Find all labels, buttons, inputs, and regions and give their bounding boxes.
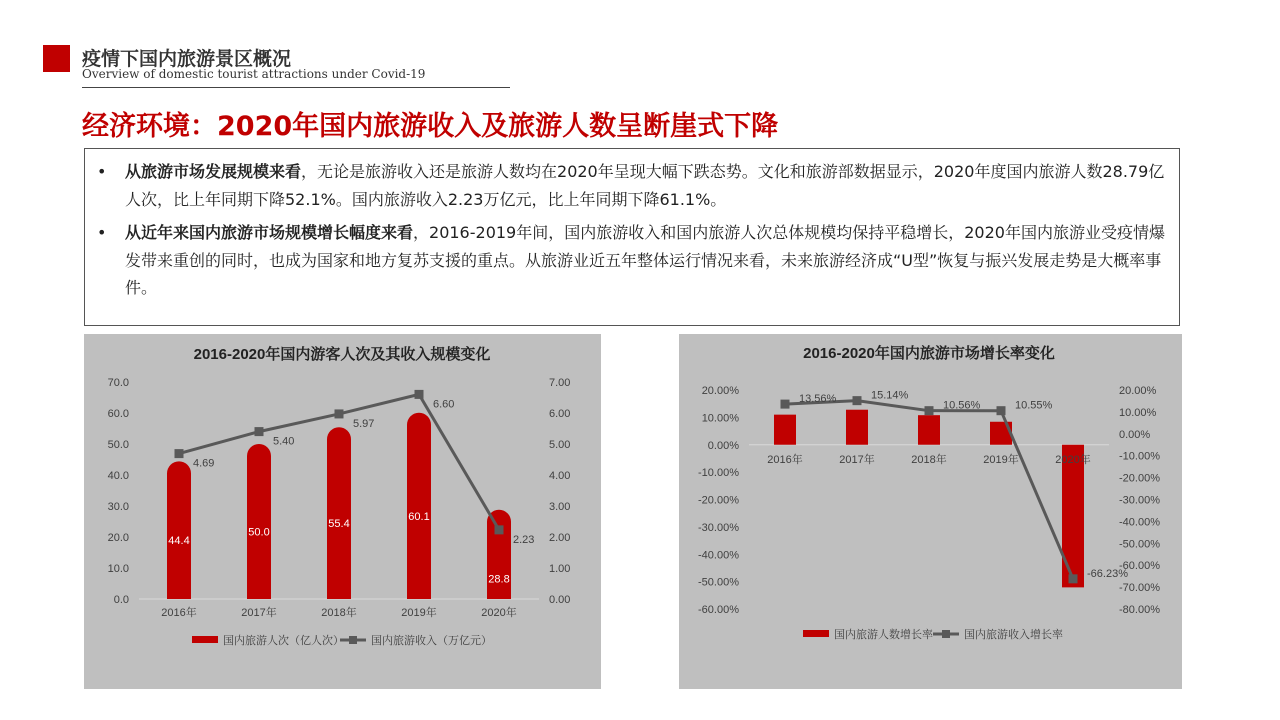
header-divider <box>82 87 510 88</box>
page-title: 疫情下国内旅游景区概况 <box>82 48 292 70</box>
bullet-dot-icon: • <box>97 223 107 242</box>
bar-data-label: 28.8 <box>488 573 510 586</box>
bar-2017年 <box>846 410 868 445</box>
bar-data-label: 44.4 <box>168 535 190 548</box>
bullet-text: ，2016-2019年间，国内旅游收入和国内旅游人次总体规模均保持平稳增长，2020年国内旅游业受疫情爆发带来重创的同时，也成为国家和地方复苏支援的重点。从旅游业近五年整体运行情况来看，未来旅游经济成“U型”恢复与振兴发展走势是大概率事件。 <box>125 223 1165 297</box>
bullet-item <box>97 158 1169 213</box>
y-left-tick-label: -40.00% <box>698 549 739 562</box>
line-data-label: -66.23% <box>1087 567 1128 580</box>
y-right-tick-label: 5.00 <box>549 439 571 451</box>
y-right-tick-label: 1.00 <box>549 563 571 575</box>
y-left-tick-label: -20.00% <box>698 494 739 507</box>
chart-panel-visitors-revenue <box>84 334 601 689</box>
line-marker <box>255 427 264 436</box>
x-tick-label: 2018年 <box>321 607 357 619</box>
line-marker <box>997 406 1006 415</box>
line-data-label: 5.40 <box>273 435 295 448</box>
y-right-tick-label: 4.00 <box>549 470 571 482</box>
line-data-label: 10.55% <box>1015 399 1053 412</box>
x-tick-label: 2019年 <box>983 454 1019 466</box>
bullet-lead: 从旅游市场发展规模来看 <box>125 162 302 181</box>
y-left-tick-label: 0.0 <box>113 594 129 606</box>
legend-swatch-marker <box>942 630 950 638</box>
line-marker <box>415 390 424 399</box>
legend-swatch-bar <box>192 636 218 643</box>
bar-2020年 <box>487 510 511 599</box>
header-accent-square <box>43 45 70 72</box>
line-marker <box>175 449 184 458</box>
chart-title: 2016-2020年国内旅游市场增长率变化 <box>803 345 1055 362</box>
bar-data-label: 55.4 <box>328 518 350 531</box>
chart-visitors-revenue <box>84 334 601 689</box>
y-left-tick-label: 70.0 <box>107 377 129 389</box>
bar-2019年 <box>407 413 431 599</box>
line-marker <box>1069 574 1078 583</box>
y-right-tick-label: 0.00% <box>1119 428 1151 441</box>
y-right-tick-label: -40.00% <box>1119 516 1160 529</box>
y-left-tick-label: 10.00% <box>701 412 739 425</box>
y-right-tick-label: 2.00 <box>549 532 571 544</box>
x-tick-label: 2017年 <box>241 607 277 619</box>
x-tick-label: 2018年 <box>911 454 947 466</box>
y-right-tick-label: 10.00% <box>1119 406 1157 419</box>
legend-label-bar: 国内旅游人次（亿人次） <box>223 635 344 647</box>
bullet-text: ，无论是旅游收入还是旅游人数均在2020年呈现大幅下跌态势。文化和旅游部数据显示，2020年度国内旅游人数28.79亿人次，比上年同期下降52.1%。国内旅游收入2.23万亿元，比上年同期下降61.1%。 <box>125 162 1165 209</box>
x-tick-label: 2020年 <box>1055 454 1091 466</box>
y-right-tick-label: 3.00 <box>549 501 571 513</box>
bullet-lead: 从近年来国内旅游市场规模增长幅度来看 <box>125 223 414 242</box>
y-right-tick-label: 7.00 <box>549 377 571 389</box>
y-left-tick-label: -60.00% <box>698 604 739 616</box>
legend-label-bar: 国内旅游人数增长率 <box>834 629 933 641</box>
y-left-tick-label: -50.00% <box>698 576 739 589</box>
y-left-tick-label: 0.00% <box>707 439 739 452</box>
x-tick-label: 2017年 <box>839 454 875 466</box>
x-tick-label: 2016年 <box>767 454 803 466</box>
line-data-label: 5.97 <box>353 417 375 430</box>
y-right-tick-label: -30.00% <box>1119 494 1160 507</box>
headline: 经济环境：2020年国内旅游收入及旅游人数呈断崖式下降 <box>82 111 779 142</box>
y-right-tick-label: -80.00% <box>1119 604 1160 616</box>
y-left-tick-label: 40.0 <box>107 470 129 482</box>
line-data-label: 15.14% <box>871 389 909 402</box>
summary-textbox <box>84 148 1180 326</box>
bullet-dot-icon: • <box>97 162 107 181</box>
line-marker <box>335 409 344 418</box>
y-right-tick-label: 20.00% <box>1119 385 1157 397</box>
line-marker <box>853 396 862 405</box>
x-tick-label: 2020年 <box>481 607 517 619</box>
bar-2016年 <box>167 461 191 599</box>
line-data-label: 6.60 <box>433 398 455 411</box>
line-data-label: 10.56% <box>943 399 981 412</box>
y-left-tick-label: 10.0 <box>107 563 129 575</box>
line-data-label: 13.56% <box>799 393 837 406</box>
y-left-tick-label: 20.00% <box>701 385 739 397</box>
y-left-tick-label: -10.00% <box>698 467 739 480</box>
y-right-tick-label: -60.00% <box>1119 560 1160 573</box>
legend-swatch-bar <box>803 630 829 637</box>
bar-data-label: 60.1 <box>408 510 430 523</box>
bar-2016年 <box>774 415 796 445</box>
y-left-tick-label: 50.0 <box>107 439 129 451</box>
bullet-item <box>97 219 1169 302</box>
bar-2020年 <box>1062 445 1084 588</box>
legend-swatch-marker <box>349 636 357 644</box>
y-right-tick-label: -10.00% <box>1119 450 1160 463</box>
line-marker <box>781 400 790 409</box>
legend-label-line: 国内旅游收入增长率 <box>964 629 1063 641</box>
y-right-tick-label: -50.00% <box>1119 538 1160 551</box>
x-tick-label: 2019年 <box>401 607 437 619</box>
y-right-tick-label: -20.00% <box>1119 472 1160 485</box>
y-right-tick-label: -70.00% <box>1119 582 1160 595</box>
line-data-label: 4.69 <box>193 457 215 470</box>
y-left-tick-label: -30.00% <box>698 521 739 534</box>
y-left-tick-label: 20.0 <box>107 532 129 544</box>
y-left-tick-label: 30.0 <box>107 501 129 513</box>
bar-2018年 <box>918 415 940 445</box>
bar-data-label: 50.0 <box>248 526 270 539</box>
x-tick-label: 2016年 <box>161 607 197 619</box>
bar-2017年 <box>247 444 271 599</box>
page-subtitle: Overview of domestic tourist attractions under Covid-19 <box>82 67 426 81</box>
line-marker <box>495 525 504 534</box>
bar-2018年 <box>327 427 351 599</box>
y-left-tick-label: 60.0 <box>107 408 129 420</box>
legend-label-line: 国内旅游收入（万亿元） <box>371 635 492 647</box>
line-marker <box>925 406 934 415</box>
chart-title: 2016-2020年国内游客人次及其收入规模变化 <box>193 346 491 363</box>
line-data-label: 2.23 <box>513 533 535 546</box>
chart-growth-rate <box>679 334 1182 689</box>
y-right-tick-label: 6.00 <box>549 408 571 420</box>
y-right-tick-label: 0.00 <box>549 594 571 606</box>
chart-panel-growth-rate <box>679 334 1182 689</box>
